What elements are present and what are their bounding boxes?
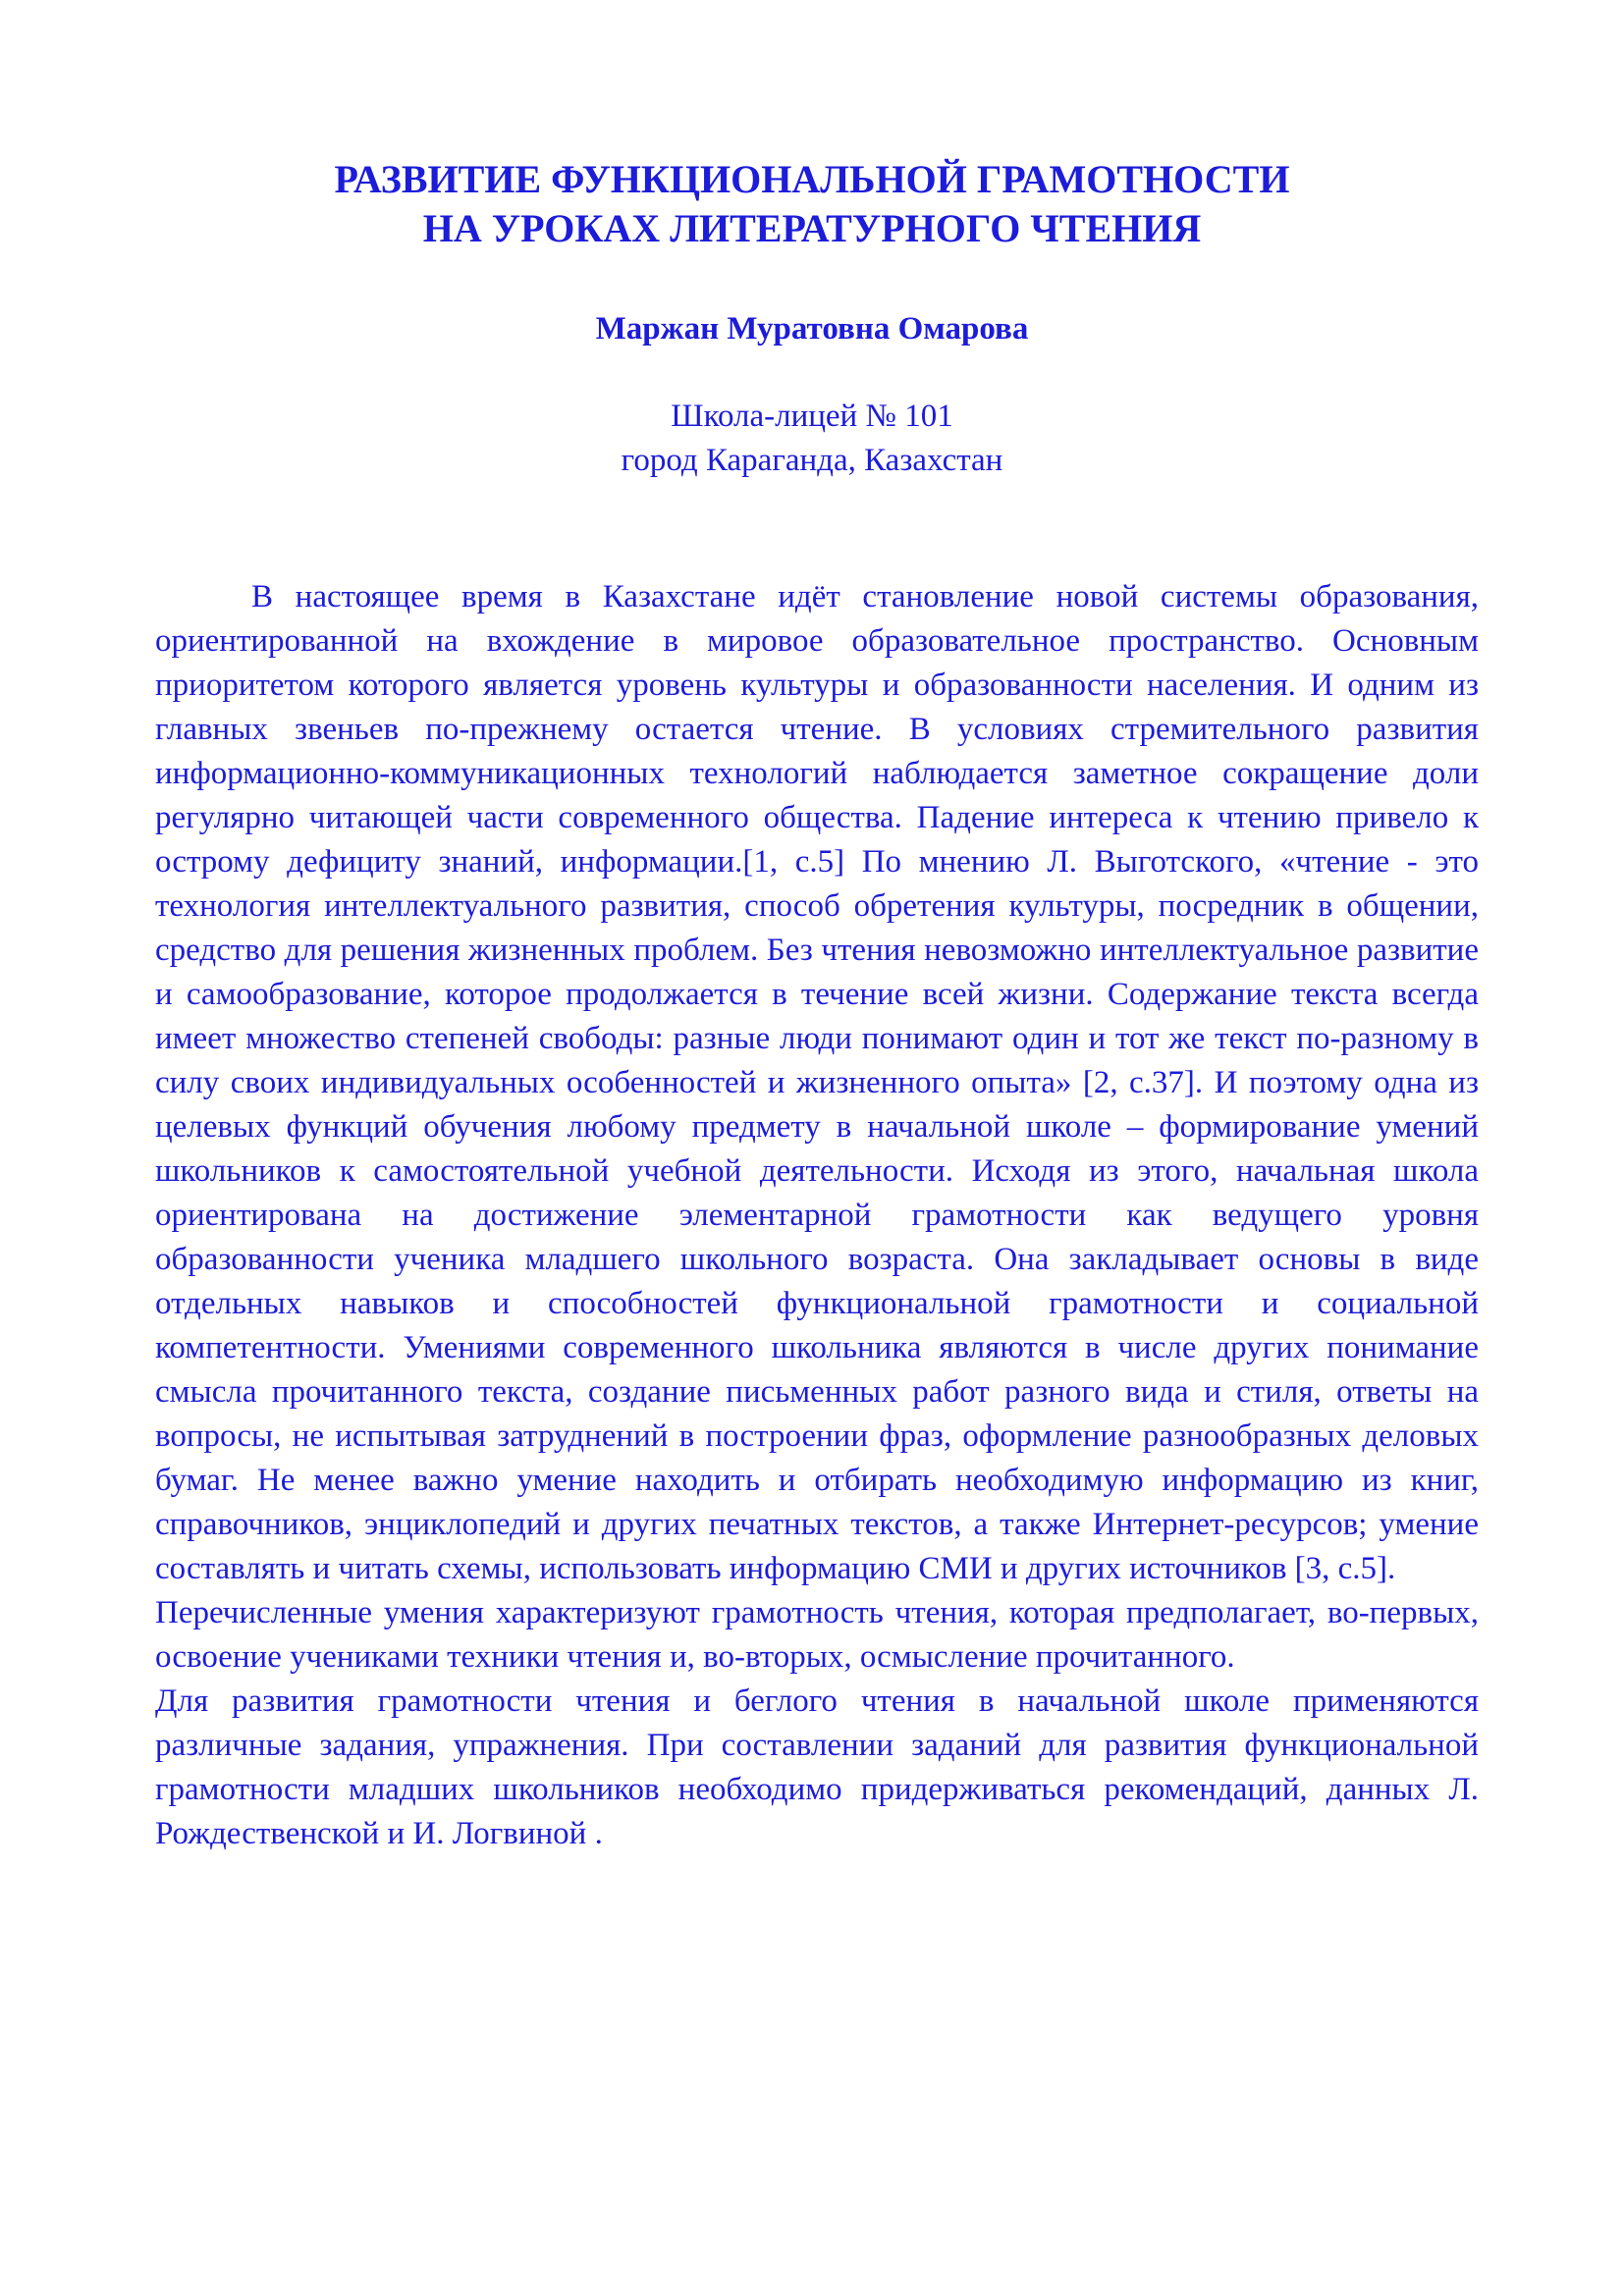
affiliation-city: город Караганда, Казахстан [621,443,1003,478]
article-body [155,575,1479,1856]
title-line-2: НА УРОКАХ ЛИТЕРАТУРНОГО ЧТЕНИЯ [422,206,1202,250]
affiliation-school: Школа-лицей № 101 [671,399,953,434]
body-paragraph-1: В настоящее время в Казахстане идёт становление новой системы образования, ориентированной на вхождение в мировое образовательное пространство. Основным приоритетом которого является уровень культуры и образованности населения. И одним из главных звеньев по-прежнему остается чтение. В условиях стремительного развития информационно-коммуникационных технологий наблюдается заметное сокращение доли регулярно читающей части современного общества. Падение интереса к чтению привело к острому дефициту знаний, информации.[1, с.5] По мнению Л. Выготского, «чтение - это технология интеллектуального развития, способ обретения культуры, посредник в общении, средство для решения жизненных проблем. Без чтения невозможно интеллектуальное развитие и самообразование, которое продолжается в течение всей жизни. Содержание текста всегда имеет множество степеней свободы: разные люди понимают один и тот же текст по-разному в силу своих индивидуальных особенностей и жизненного опыта» [2, с.37]. И поэтому одна из целевых функций обучения любому предмету в начальной школе – формирование умений школьников к самостоятельной учебной деятельности. Исходя из этого, начальная школа ориентирована на достижение элементарной грамотности как ведущего уровня образованности ученика младшего школьного возраста. Она закладывает основы в виде отдельных навыков и способностей функциональной грамотности и социальной компетентности. Умениями современного школьника являются в числе других понимание смысла прочитанного текста, создание письменных работ разного вида и стиля, ответы на вопросы, не испытывая затруднений в построении фраз, оформление разнообразных деловых бумаг. Не менее важно умение находить и отбирать необходимую информацию из книг, справочников, энциклопедий и других печатных текстов, а также Интернет-ресурсов; умение составлять и читать схемы, использовать информацию СМИ и других источников [3, с.5]. [155,579,1479,1586]
body-paragraph-2: Перечисленные умения характеризуют грамотность чтения, которая предполагает, во-первых, освоение учениками техники чтения и, во-вторых, осмысление прочитанного. [155,1595,1479,1675]
article-title [0,155,1624,253]
author-affiliation [0,395,1624,483]
title-line-1: РАЗВИТИЕ ФУНКЦИОНАЛЬНОЙ ГРАМОТНОСТИ [334,157,1290,201]
body-paragraph-3: Для развития грамотности чтения и беглого чтения в начальной школе применяются различные задания, упражнения. При составлении заданий для развития функциональной грамотности младших школьников необходимо придерживаться рекомендаций, данных Л. Рождественской и И. Логвиной . [155,1683,1479,1851]
author-name: Маржан Муратовна Омарова [595,311,1029,347]
